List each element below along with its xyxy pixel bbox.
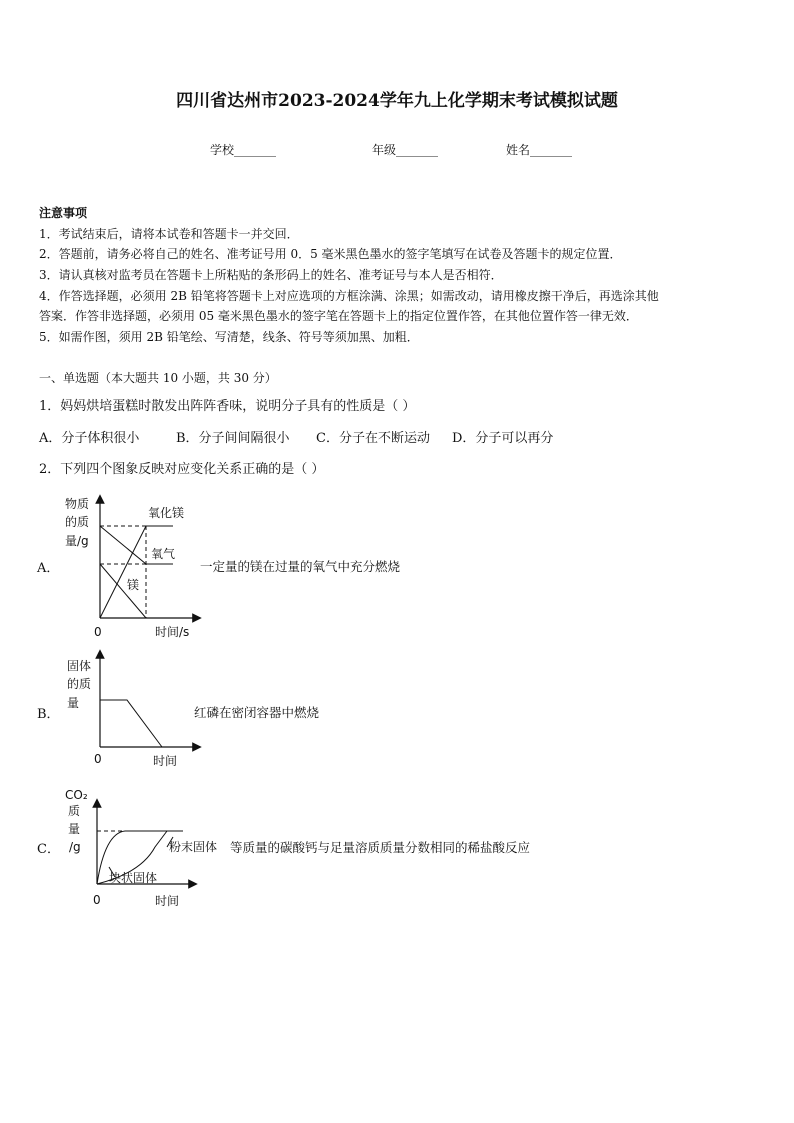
graph-c bbox=[55, 785, 235, 915]
origin-label: 0 bbox=[93, 893, 101, 907]
magnesium-oxide-line bbox=[100, 526, 176, 618]
notice-item-3: 3．请认真核对监考员在答题卡上所粘贴的条形码上的姓名、准考证号与本人是否相符． bbox=[39, 268, 503, 282]
q1-option-d: D．分子可以再分 bbox=[452, 431, 554, 446]
notice-heading: 注意事项 bbox=[39, 206, 88, 220]
x-label: 时间/s bbox=[155, 625, 190, 639]
q1-option-b: B．分子间间隔很小 bbox=[176, 431, 290, 446]
curve-label-powder: 粉末固体 bbox=[169, 840, 218, 854]
y-label-line1: 物质 bbox=[65, 497, 90, 511]
school-field: 学校_______ bbox=[210, 143, 277, 157]
y-label-line2: 的质 bbox=[67, 677, 92, 691]
origin-label: 0 bbox=[94, 752, 102, 766]
notice-item-4-cont: 答案．作答非选择题，必须用 05 毫米黑色墨水的签字笔在答题卡上的指定位置作答，在其他位置作答一律无效． bbox=[39, 309, 638, 323]
y-label-line2: 质 bbox=[68, 804, 81, 818]
q2-option-b-desc: 红磷在密闭容器中燃烧 bbox=[194, 705, 320, 720]
question-2-stem: 2．下列四个图象反映对应变化关系正确的是（ ） bbox=[39, 462, 325, 477]
page-title: 四川省达州市2023-2024学年九上化学期末考试模拟试题 bbox=[176, 91, 618, 111]
x-label: 时间 bbox=[153, 754, 178, 768]
y-label-line2: 的质 bbox=[65, 515, 90, 529]
curve-label-mgo: 氧化镁 bbox=[148, 506, 185, 520]
y-label-line3: 量 bbox=[68, 822, 81, 836]
notice-item-1: 1．考试结束后，请将本试卷和答题卡一并交回． bbox=[39, 227, 299, 241]
question-1-stem: 1．妈妈烘培蛋糕时散发出阵阵香味，说明分子具有的性质是（ ） bbox=[39, 399, 416, 414]
q2-option-b-letter: B． bbox=[37, 707, 60, 722]
curve-label-o2: 氧气 bbox=[151, 547, 176, 561]
y-label-line3: 量/g bbox=[65, 534, 89, 548]
y-label-line4: /g bbox=[69, 840, 81, 854]
notice-item-4: 4．作答选择题，必须用 2B 铅笔将答题卡上对应选项的方框涂满、涂黑；如需改动，请用橡皮擦干净后，再选涂其他 bbox=[39, 289, 659, 303]
notice-item-5: 5．如需作图，须用 2B 铅笔绘、写清楚，线条、符号等须加黑、加粗． bbox=[39, 330, 419, 344]
solid-mass-line bbox=[100, 700, 162, 747]
q1-option-c: C．分子在不断运动 bbox=[316, 431, 430, 446]
q1-option-a: A．分子体积很小 bbox=[39, 431, 140, 446]
x-label: 时间 bbox=[155, 894, 180, 908]
y-label-line3: 量 bbox=[67, 696, 80, 710]
name-field: 姓名_______ bbox=[506, 143, 573, 157]
curve-label-block: 块状固体 bbox=[109, 871, 158, 885]
graph-a bbox=[55, 495, 205, 645]
grade-field: 年级_______ bbox=[372, 143, 439, 157]
q2-option-a-letter: A． bbox=[37, 561, 60, 576]
y-label-line1: 固体 bbox=[67, 659, 92, 673]
notice-item-2: 2．答题前，请务必将自己的姓名、准考证号用 0．5 毫米黑色墨水的签字笔填写在试卷及答题卡的规定位置． bbox=[39, 247, 622, 261]
y-label-line1: CO₂ bbox=[65, 788, 88, 802]
q2-option-c-letter: C． bbox=[37, 842, 60, 857]
section-heading: 一、单选题（本大题共 10 小题，共 30 分） bbox=[39, 371, 277, 385]
curve-label-mg: 镁 bbox=[127, 578, 140, 592]
origin-label: 0 bbox=[94, 625, 102, 639]
graph-b bbox=[55, 650, 205, 770]
q2-option-c-desc: 等质量的碳酸钙与足量溶质质量分数相同的稀盐酸反应 bbox=[230, 840, 531, 855]
q2-option-a-desc: 一定量的镁在过量的氧气中充分燃烧 bbox=[200, 559, 401, 574]
